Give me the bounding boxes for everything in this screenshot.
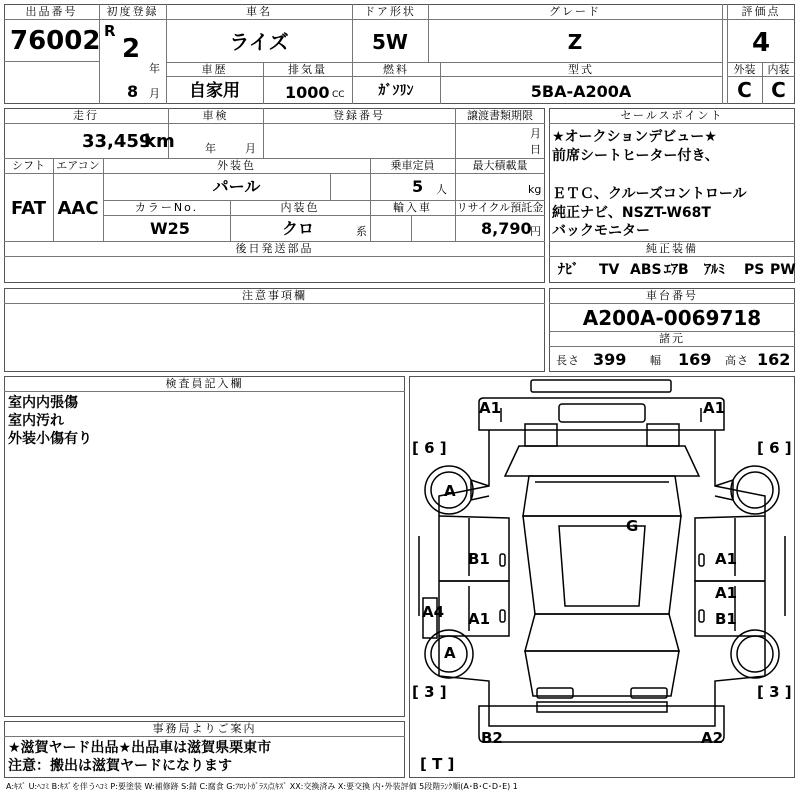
score-value: 4 (751, 28, 771, 58)
office-line-1: ★滋賀ヤード出品★出品車は滋賀県栗東市 (8, 740, 272, 756)
sales-line-6: バックモニター (552, 223, 650, 239)
history-label: 車歴 (201, 63, 228, 76)
displacement-value: 1000 (285, 83, 330, 102)
fuel-label: 燃料 (383, 63, 409, 76)
mark-a1-left-lower: A1 (468, 610, 491, 628)
mark-3-left: [ 3 ] (412, 683, 447, 701)
car-diagram (409, 376, 795, 778)
inspector-line-1: 室内内張傷 (8, 395, 78, 411)
month-unit: 月 (149, 87, 161, 100)
equipment-item-ps: PS (744, 262, 765, 278)
ac-value: AAC (57, 198, 99, 219)
equipment-item-tv: TV (599, 262, 620, 278)
reg-year: 2 (122, 34, 141, 64)
office-line-2: 注意：搬出は滋賀ヤードになります (8, 758, 232, 774)
intcolor-suffix: 系 (356, 225, 368, 238)
width-label: 幅 (650, 354, 662, 367)
ac-label: エアコン (56, 159, 100, 172)
mark-a-rear-wheel: A (444, 644, 456, 662)
chassis-label: 車台番号 (646, 289, 698, 302)
first-reg-label: 初度登録 (106, 5, 159, 18)
capacity-unit: 人 (436, 183, 448, 196)
sales-line-5: 純正ナビ、NSZT-W68T (552, 205, 711, 221)
sales-line-4: ＥＴＣ、クルーズコントロール (552, 186, 747, 202)
shift-value: FAT (10, 198, 47, 219)
transfer-month-unit: 月 (530, 127, 542, 140)
mark-b2-rear: B2 (481, 729, 503, 747)
inspection-year-unit: 年 (205, 142, 217, 155)
width-value: 169 (678, 350, 712, 369)
capacity-value: 5 (412, 177, 424, 196)
equipment-item-airbag: ｴｱB (664, 262, 689, 278)
mark-a2-rear: A2 (701, 729, 724, 747)
load-unit: kg (528, 183, 542, 196)
mark-6-left: [ 6 ] (412, 439, 447, 457)
mark-a1-right-door-mid: A1 (715, 584, 738, 602)
recycle-unit: 円 (530, 225, 541, 238)
grade-value: Z (567, 30, 583, 54)
mark-a-front-wheel: A (444, 482, 456, 500)
later-parts-label: 後日発送部品 (235, 242, 314, 255)
equipment-item-alloy: ｱﾙﾐ (704, 262, 725, 278)
equipment-item-pw: PW (770, 262, 796, 278)
office-label: 事務局よりご案内 (152, 722, 257, 735)
mark-3-right: [ 3 ] (757, 683, 792, 701)
inspection-label: 車検 (202, 109, 229, 122)
fuel-value: ｶﾞｿﾘﾝ (378, 83, 414, 99)
mileage-label: 走行 (73, 109, 99, 122)
chassis-number: A200A-0069718 (582, 306, 762, 330)
era-mark: R (104, 22, 116, 40)
shift-label: シフト (12, 159, 45, 172)
sales-line-2: 前席シートヒーター付き、 (552, 148, 719, 164)
mark-a1-front-right: A1 (703, 399, 726, 417)
length-label: 長さ (556, 354, 580, 367)
intcolor-label: 内装色 (280, 201, 320, 214)
sales-points-label: セールスポイント (620, 109, 724, 122)
door-label: ドア形状 (364, 5, 416, 18)
capacity-label: 乗車定員 (390, 159, 435, 172)
mileage-unit: km (144, 131, 175, 152)
import-label: 輸入車 (393, 201, 432, 214)
lot-number: 76002 (10, 26, 101, 56)
notes-label: 注意事項欄 (242, 289, 307, 302)
lot-label: 出品番号 (25, 5, 78, 18)
int-grade-label: 内装 (767, 63, 790, 76)
transfer-day-unit: 日 (530, 143, 542, 156)
height-label: 高さ (725, 354, 749, 367)
colorno-value: W25 (150, 219, 190, 238)
reg-month: 8 (127, 82, 139, 101)
mark-g-windshield: G (626, 517, 639, 535)
mark-a4-left: A4 (422, 603, 445, 621)
mark-6-right: [ 6 ] (757, 439, 792, 457)
ext-grade: C (737, 78, 752, 102)
equipment-item-navi: ﾅﾋﾞ (558, 262, 579, 278)
displacement-label: 排気量 (288, 63, 327, 76)
mark-a1-front-left: A1 (479, 399, 502, 417)
recycle-value: 8,790 (481, 219, 532, 238)
year-unit: 年 (149, 62, 161, 75)
score-label: 評価点 (741, 5, 781, 18)
reg-no-label: 登録番号 (333, 109, 385, 122)
color-value: パール (212, 177, 261, 196)
inspector-line-3: 外装小傷有り (8, 431, 92, 447)
equipment-item-abs: ABS (630, 262, 662, 278)
mark-b1-left-door: B1 (468, 550, 490, 568)
mark-a1-right-door-top: A1 (715, 550, 738, 568)
inspector-label: 検査員記入欄 (165, 377, 244, 390)
door-type: 5W (372, 30, 408, 54)
model-value: 5BA-A200A (530, 82, 632, 101)
length-value: 399 (593, 350, 627, 369)
int-grade: C (771, 78, 786, 102)
car-name-label: 車名 (246, 5, 272, 18)
mark-b1-right-door-low: B1 (715, 610, 737, 628)
transfer-label: 譲渡書類期限 (467, 109, 533, 122)
model-label: 型式 (568, 63, 594, 76)
car-name: ライズ (229, 30, 289, 54)
inspector-box (4, 376, 405, 717)
grade-label: グレード (549, 5, 601, 18)
history-value: 自家用 (189, 81, 240, 101)
equipment-label: 純正装備 (646, 242, 698, 255)
intcolor-value: クロ (282, 219, 315, 238)
mileage-value: 33,459 (82, 131, 152, 152)
ext-grade-label: 外装 (733, 63, 756, 76)
legend-text: A:ｷｽﾞ U:ﾍｺﾐ B:ｷｽﾞを伴うﾍｺﾐ P:要塗装 W:補修跡 S:錆 C:腐食 G:ﾌﾛﾝﾄｶﾞﾗｽ点ｷｽﾞ XX:交換済み X:要交換 内･外装評価 5段階ﾗﾝｸ順(A･B･C･D･E) 1 (6, 782, 518, 791)
mark-t-bottom: [ T ] (420, 755, 455, 773)
specs-label: 諸元 (659, 332, 685, 345)
colorno-label: カラーNo. (134, 201, 199, 214)
cc-unit: CC (332, 90, 345, 100)
recycle-label: リサイクル預託金 (456, 201, 544, 214)
sales-line-1: ★オークションデビュー★ (552, 129, 717, 145)
inspection-month-unit: 月 (245, 142, 257, 155)
load-label: 最大積載量 (472, 159, 528, 172)
color-label: 外装色 (217, 159, 256, 172)
inspector-line-2: 室内汚れ (8, 413, 64, 429)
height-value: 162 (757, 350, 791, 369)
